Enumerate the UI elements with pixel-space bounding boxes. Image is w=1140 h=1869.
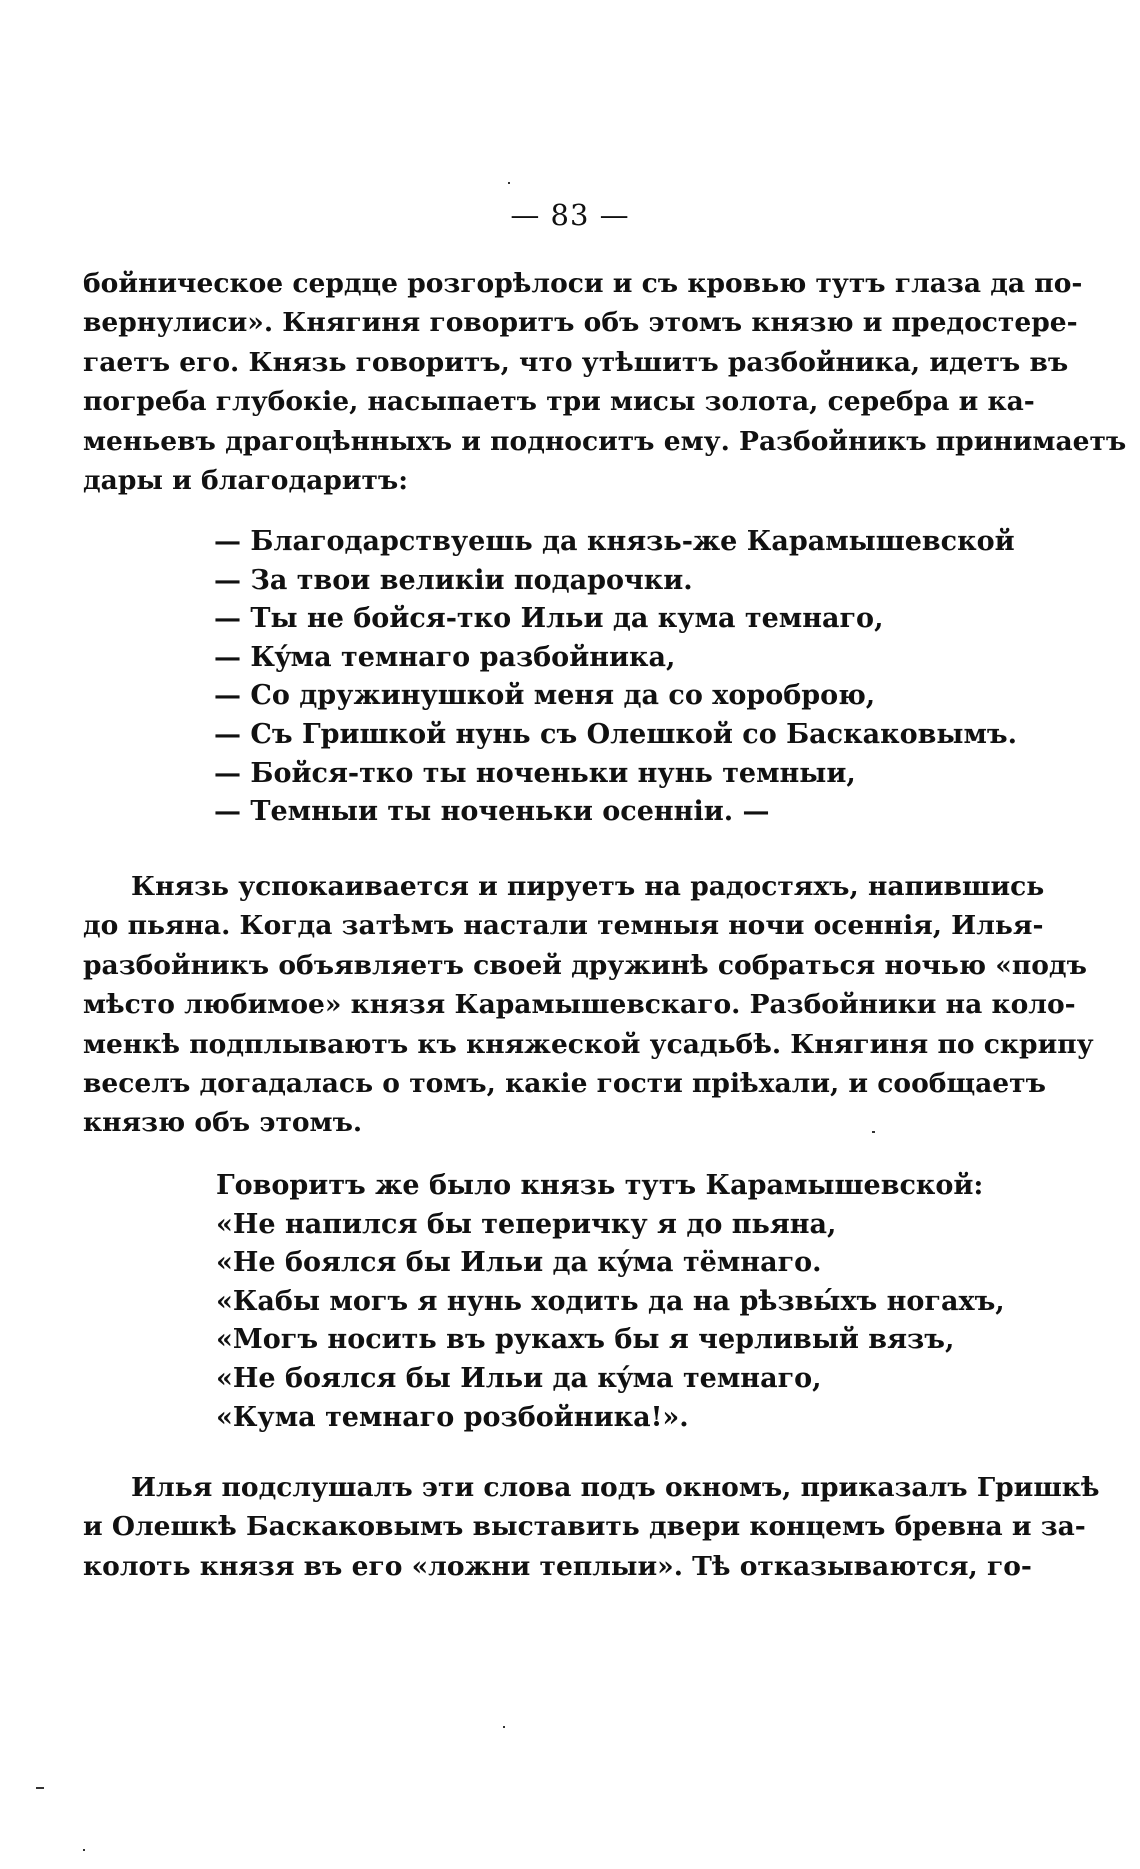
paragraph-line: веселъ догадалась о томъ, какіе гости пріѣхали, и сообщаетъ xyxy=(83,1068,1046,1100)
scan-speck xyxy=(508,182,510,184)
paragraph-line: князю объ этомъ. xyxy=(83,1107,363,1139)
verse-line: Говоритъ же было князь тутъ Карамышевской: xyxy=(216,1170,984,1201)
verse-line: — Благодарствуешь да князь-же Карамышевской xyxy=(214,526,1015,557)
scan-speck xyxy=(872,1131,875,1133)
verse-line: «Кума темнаго розбойника!». xyxy=(216,1401,689,1433)
verse-line: — Темныи ты ноченьки осенніи. — xyxy=(214,796,770,828)
paragraph-line: погреба глубокіе, насыпаетъ три мисы золота, серебра и ка- xyxy=(83,386,1035,418)
verse-line: — Ты не бойся-тко Ильи да кума темнаго, xyxy=(214,603,884,635)
verse-block-1 xyxy=(214,523,1017,832)
paragraph-line: дары и благодаритъ: xyxy=(83,465,409,497)
scan-speck xyxy=(503,1726,505,1728)
paragraph-line: до пьяна. Когда затѣмъ настали темныя ночи осеннія, Илья- xyxy=(83,910,1044,942)
verse-line: «Могъ носить въ рукахъ бы я черливый вязъ, xyxy=(216,1324,955,1356)
scan-speck xyxy=(83,1849,85,1851)
paragraph-line: вернулиси». Княгиня говоритъ объ этомъ князю и предостере- xyxy=(83,307,1078,339)
verse-line: — Съ Гришкой нунь съ Олешкой со Баскаковымъ. xyxy=(214,718,1018,750)
verse-line: «Не боялся бы Ильи да кýма тёмнаго. xyxy=(216,1247,822,1279)
verse-line: «Не боялся бы Ильи да кýма темнаго, xyxy=(216,1362,822,1394)
page-number: — 83 — xyxy=(510,198,630,232)
verse-line: «Не напился бы теперичку я до пьяна, xyxy=(216,1208,837,1240)
paragraph-line: меньевъ драгоцѣнныхъ и подноситъ ему. Разбойникъ принимаетъ xyxy=(83,425,1127,457)
paragraph-line: гаетъ его. Князь говоритъ, что утѣшитъ разбойника, идетъ въ xyxy=(83,346,1069,378)
scan-speck xyxy=(36,1787,44,1789)
verse-line: — Бойся-тко ты ноченьки нунь темныи, xyxy=(214,757,856,789)
paragraph-3 xyxy=(83,1468,1100,1586)
paragraph-line: бойническое сердце розгорѣлоси и съ кровью тутъ глаза да по- xyxy=(83,268,1083,299)
paragraph-line: Илья подслушалъ эти слова подъ окномъ, приказалъ Гришкѣ xyxy=(131,1472,1100,1503)
paragraph-line: Князь успокаивается и пируетъ на радостяхъ, напившись xyxy=(131,871,1045,902)
paragraph-line: и Олешкѣ Баскаковымъ выставить двери концемъ бревна и за- xyxy=(83,1511,1086,1543)
verse-line: — За твои великіи подарочки. xyxy=(214,564,693,596)
paragraph-line: колоть князя въ его «ложни теплыи». Тѣ отказываются, го- xyxy=(83,1550,1032,1582)
paragraph-line: менкѣ подплываютъ къ княжеской усадьбѣ. Княгиня по скрипу xyxy=(83,1028,1094,1060)
paragraph-line: разбойникъ объявляетъ своей дружинѣ собраться ночью «подъ xyxy=(83,949,1087,981)
paragraph-1 xyxy=(83,264,1127,500)
verse-line: — Кýма темнаго разбойника, xyxy=(214,641,676,673)
paragraph-2 xyxy=(83,867,1094,1143)
paragraph-line: мѣсто любимое» князя Карамышевскаго. Разбойники на коло- xyxy=(83,989,1076,1021)
verse-block-2 xyxy=(216,1167,1005,1437)
verse-line: «Кабы могъ я нунь ходить да на рѣзвы́хъ ногахъ, xyxy=(216,1285,1005,1317)
verse-line: — Со дружинушкой меня да со хороброю, xyxy=(214,680,876,712)
